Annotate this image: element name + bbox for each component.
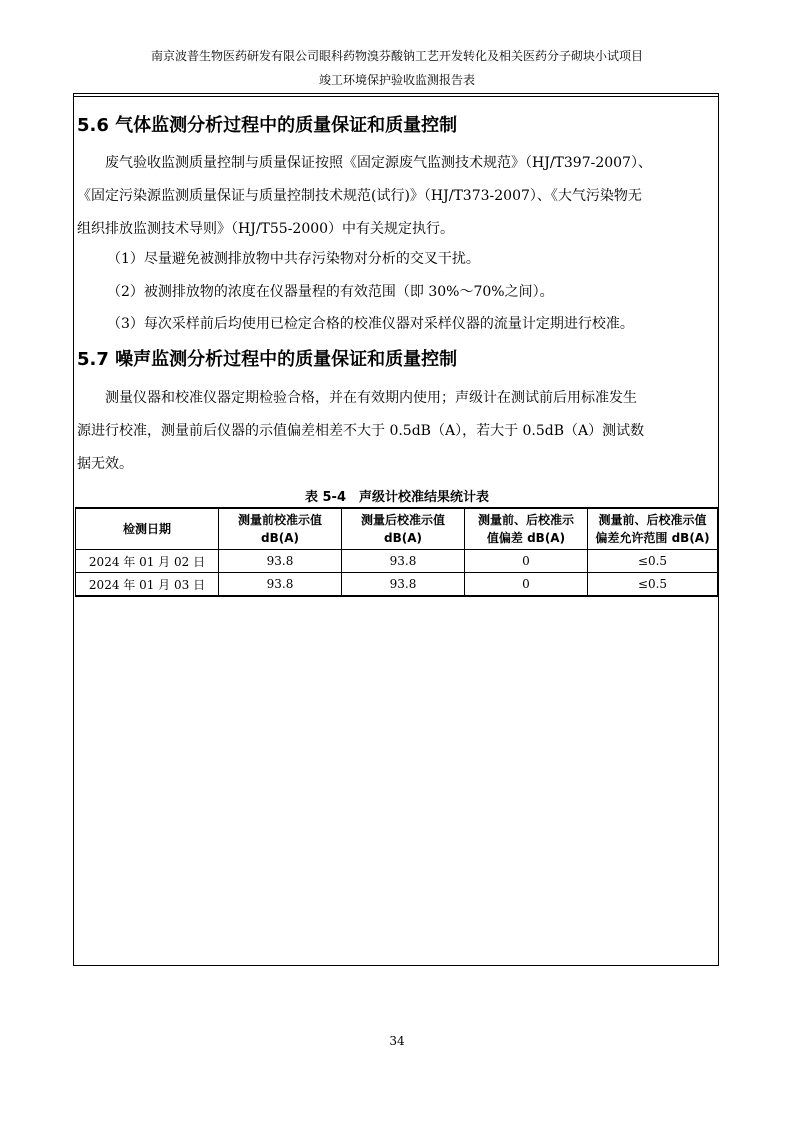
header-deviation: 测量前、后校准示 值偏差 dB(A) bbox=[465, 508, 588, 550]
report-header-line1: 南京波普生物医药研发有限公司眼科药物溴芬酸钠工艺开发转化及相关医药分子砌块小试项目 bbox=[150, 49, 643, 63]
frame-double-line bbox=[73, 96, 719, 97]
section-5-7-paragraph-line1: 测量仪器和校准仪器定期检验合格，并在有效期内使用；声级计在测试前后用标准发生 bbox=[105, 390, 637, 406]
cell-before: 93.8 bbox=[219, 550, 342, 573]
table-row bbox=[76, 550, 718, 573]
cell-allowed-range: ≤0.5 bbox=[588, 573, 718, 597]
header-before: 测量前校准示值 dB(A) bbox=[219, 508, 342, 550]
table-header-row bbox=[76, 508, 718, 550]
section-5-6-title: 5.6 气体监测分析过程中的质量保证和质量控制 bbox=[77, 115, 458, 136]
cell-allowed-range: ≤0.5 bbox=[588, 550, 718, 573]
section-5-6-paragraph-line1: 废气验收监测质量控制与质量保证按照《固定源废气监测技术规范》（HJ/T397-2007）、 bbox=[105, 155, 652, 171]
report-header-line2: 竣工环境保护验收监测报告表 bbox=[318, 73, 475, 87]
table-row bbox=[76, 573, 718, 597]
section-5-6-item-3: （3）每次采样前后均使用已检定合格的校准仪器对采样仪器的流量计定期进行校准。 bbox=[107, 316, 634, 332]
cell-deviation: 0 bbox=[465, 550, 588, 573]
section-5-7-paragraph-line3: 据无效。 bbox=[77, 456, 133, 472]
calibration-table bbox=[75, 507, 718, 597]
section-5-7-paragraph-line2: 源进行校准，测量前后仪器的示值偏差相差不大于 0.5dB（A），若大于 0.5dB（A）测试数 bbox=[77, 423, 645, 439]
cell-after: 93.8 bbox=[342, 550, 465, 573]
page-number: 34 bbox=[389, 1034, 405, 1048]
header-after: 测量后校准示值 dB(A) bbox=[342, 508, 465, 550]
section-5-6-item-1: （1）尽量避免被测排放物中共存污染物对分析的交叉干扰。 bbox=[107, 251, 480, 267]
cell-date: 2024 年 01 月 02 日 bbox=[76, 550, 219, 573]
cell-deviation: 0 bbox=[465, 573, 588, 597]
section-5-7-title: 5.7 噪声监测分析过程中的质量保证和质量控制 bbox=[77, 349, 458, 370]
table-caption: 表 5-4 声级计校准结果统计表 bbox=[304, 490, 489, 505]
cell-after: 93.8 bbox=[342, 573, 465, 597]
header-allowed-range: 测量前、后校准示值 偏差允许范围 dB(A) bbox=[588, 508, 718, 550]
cell-date: 2024 年 01 月 03 日 bbox=[76, 573, 219, 597]
section-5-6-item-2: （2）被测排放物的浓度在仪器量程的有效范围（即 30%～70%之间）。 bbox=[107, 284, 554, 300]
cell-before: 93.8 bbox=[219, 573, 342, 597]
section-5-6-paragraph-line2: 《固定污染源监测质量保证与质量控制技术规范(试行)》（HJ/T373-2007）、《大气污染物无 bbox=[77, 188, 642, 204]
section-5-6-paragraph-line3: 组织排放监测技术导则》（HJ/T55-2000）中有关规定执行。 bbox=[77, 221, 455, 237]
header-date: 检测日期 bbox=[76, 508, 219, 550]
